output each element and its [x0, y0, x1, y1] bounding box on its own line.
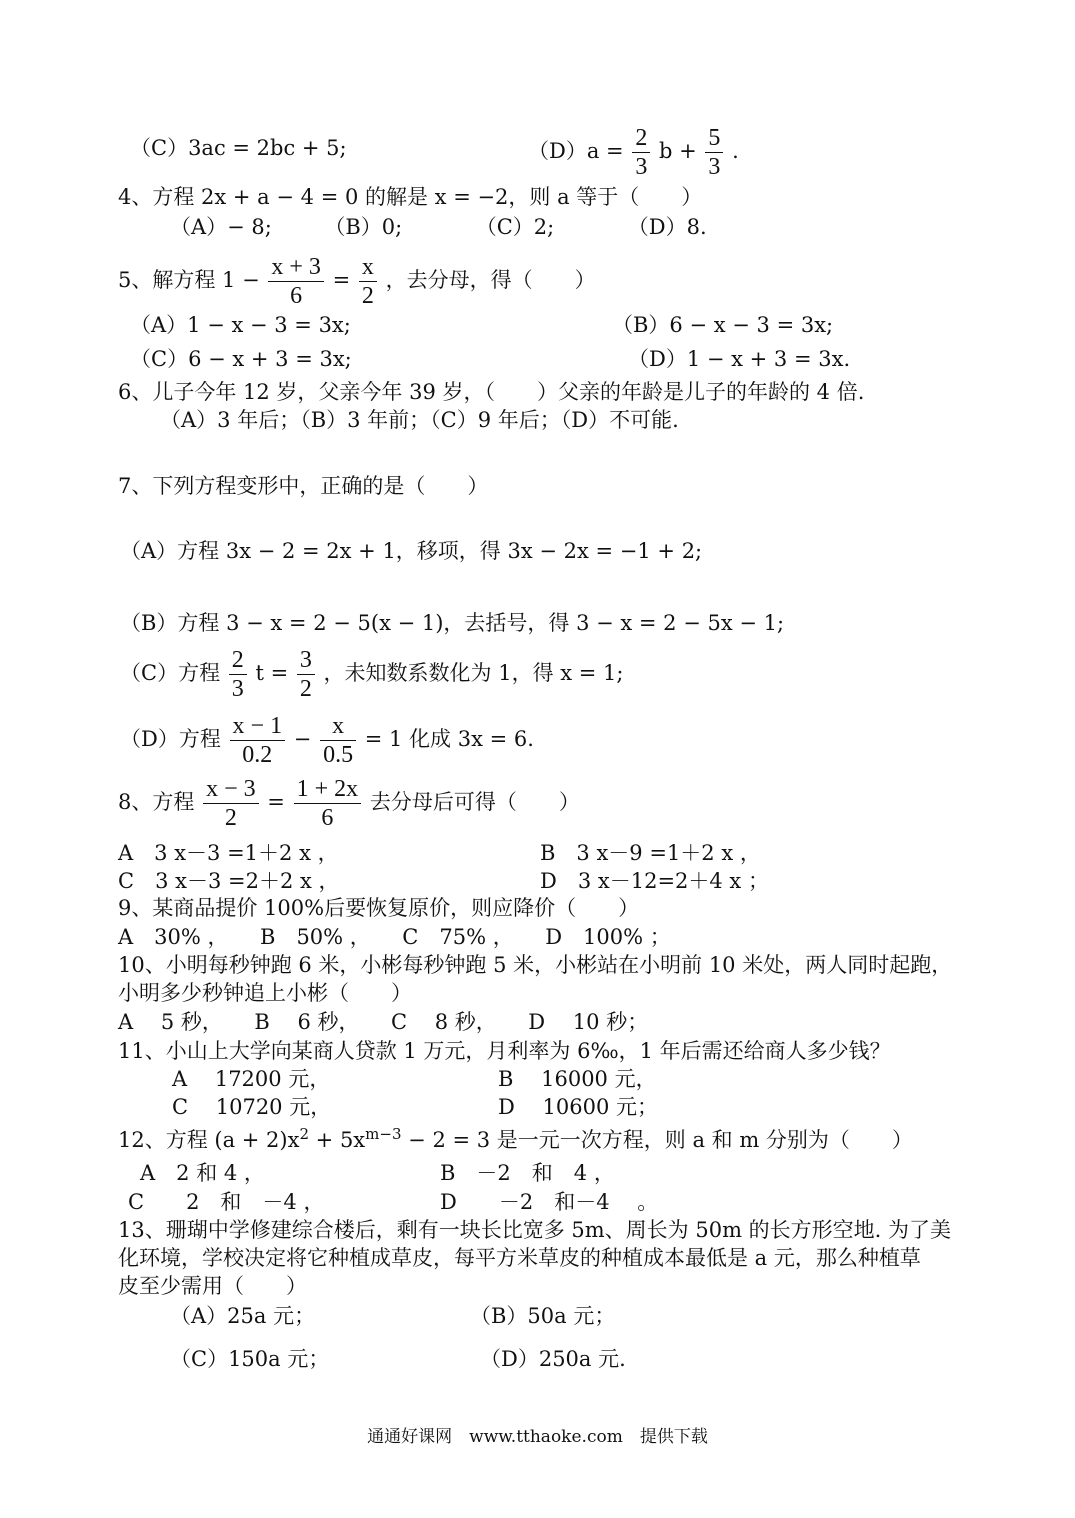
q3-d-prefix: （D）a =	[528, 139, 624, 163]
q5-option-c: （C）6 − x + 3 = 3x;	[130, 347, 352, 371]
q11-option-d: D 10600 元；	[498, 1095, 658, 1119]
q8-option-a: A 3 x－3 =1＋2 x ，	[118, 841, 339, 865]
q7-stem: 7、下列方程变形中，正确的是（ ）	[118, 474, 489, 498]
q13-option-d: （D）250a 元.	[480, 1347, 626, 1371]
q8-fraction-1: $\frac{x - 3}{2}$	[203, 775, 259, 832]
q12-option-a: A 2 和 4 ，	[140, 1161, 265, 1185]
q11-stem: 11、小山上大学向某商人贷款 1 万元，月利率为 6‰，1 年后需还给商人多少钱？	[118, 1039, 891, 1063]
q12-option-c: C 2 和 －4 ，	[128, 1190, 325, 1214]
q3-d-mid: b +	[659, 139, 697, 163]
q13-stem-line1: 13、珊瑚中学修建综合楼后，剩有一块长比宽多 5m、周长为 50m 的长方形空地. 为了美	[118, 1218, 952, 1242]
q13-option-a: （A）25a 元；	[170, 1304, 316, 1328]
q8-option-d: D 3 x－12=2＋4 x ；	[540, 869, 769, 893]
q11-option-c: C 10720 元，	[172, 1095, 332, 1119]
q8-stem: 8、方程 $\frac{x - 3}{2}$ = $\frac{1 + 2x}{6}$ 去分母后可得（ ）	[118, 776, 580, 831]
q10-stem-line1: 10、小明每秒钟跑 6 米，小彬每秒钟跑 5 米，小彬站在小明前 10 米处，两人同时起跑，	[118, 953, 953, 977]
q7-c-fraction-2: $\frac{3}{2}$	[297, 646, 315, 703]
q3-option-d: （D）a = $\frac{2}{3}$ b + $\frac{5}{3}$ .	[528, 125, 739, 180]
q12-option-b: B －2 和 4 ，	[440, 1161, 615, 1185]
q13-option-b: （B）50a 元；	[470, 1304, 616, 1328]
q6-stem: 6、儿子今年 12 岁，父亲今年 39 岁，（ ）父亲的年龄是儿子的年龄的 4 倍.	[118, 380, 865, 404]
q11-option-a: A 17200 元，	[172, 1067, 331, 1091]
q5-fraction-1: $\frac{x + 3}{6}$	[268, 253, 324, 310]
q11-option-b: B 16000 元，	[498, 1067, 657, 1091]
q7-option-a: （A）方程 3x − 2 = 2x + 1，移项，得 3x − 2x = −1 + 2;	[120, 539, 703, 563]
q13-stem-line3: 皮至少需用（ ）	[118, 1274, 307, 1298]
q7-option-d: （D）方程 $\frac{x - 1}{0.2}$ − $\frac{x}{0.5}$ = 1 化成 3x = 6.	[120, 713, 534, 768]
q9-stem: 9、某商品提价 100%后要恢复原价，则应降价（ ）	[118, 896, 640, 920]
q8-fraction-2: $\frac{1 + 2x}{6}$	[294, 775, 362, 832]
q7-d-fraction-2: $\frac{x}{0.5}$	[320, 712, 356, 769]
q8-option-b: B 3 x－9 =1＋2 x ，	[540, 841, 761, 865]
q3-d-fraction-2: $\frac{5}{3}$	[705, 124, 723, 181]
q5-option-a: （A）1 − x − 3 = 3x;	[130, 313, 351, 337]
q5-option-b: （B）6 − x − 3 = 3x;	[612, 313, 834, 337]
q12-option-d: D －2 和－4 。	[440, 1190, 659, 1214]
q4-stem: 4、方程 2x + a − 4 = 0 的解是 x = −2，则 a 等于（ ）	[118, 185, 703, 209]
q7-c-fraction-1: $\frac{2}{3}$	[229, 646, 247, 703]
q10-stem-line2: 小明多少秒钟追上小彬（ ）	[118, 981, 412, 1005]
q7-option-b: （B）方程 3 − x = 2 − 5(x − 1)，去括号，得 3 − x = 2 − 5x − 1;	[120, 611, 785, 635]
q6-options: （A）3 年后；（B）3 年前；（C）9 年后；（D）不可能.	[160, 408, 679, 432]
q5-option-d: （D）1 − x + 3 = 3x.	[628, 347, 851, 371]
q3-option-c: （C）3ac = 2bc + 5;	[130, 136, 347, 160]
q10-options: A 5 秒， B 6 秒， C 8 秒， D 10 秒；	[118, 1010, 649, 1034]
q5-stem: 5、解方程 1 − $\frac{x + 3}{6}$ = $\frac{x}{2}$ ，去分母，得（ ）	[118, 254, 596, 309]
q13-option-c: （C）150a 元；	[170, 1347, 330, 1371]
q3-d-fraction-1: $\frac{2}{3}$	[632, 124, 650, 181]
q8-option-c: C 3 x－3 =2＋2 x ，	[118, 869, 340, 893]
q12-stem: 12、方程 $(a + 2)x^2 + 5x^{m-3} - 2 = 3$ 是一元一次方程，则 a 和 m 分别为（ ）	[118, 1125, 913, 1152]
q4-options: （A）− 8; （B）0; （C）2; （D）8.	[170, 215, 707, 239]
q13-stem-line2: 化环境，学校决定将它种植成草皮，每平方米草皮的种植成本最低是 a 元，那么种植草	[118, 1246, 921, 1270]
page-footer: 通通好课网 www.tthaoke.com 提供下载	[367, 1427, 708, 1447]
q9-options: A 30% ， B 50% ， C 75% ， D 100% ；	[118, 925, 671, 949]
q5-fraction-2: $\frac{x}{2}$	[359, 253, 377, 310]
q7-option-c: （C）方程 $\frac{2}{3}$ t = $\frac{3}{2}$ ，未知数系数化为 1，得 x = 1;	[120, 647, 624, 702]
q7-d-fraction-1: $\frac{x - 1}{0.2}$	[230, 712, 286, 769]
